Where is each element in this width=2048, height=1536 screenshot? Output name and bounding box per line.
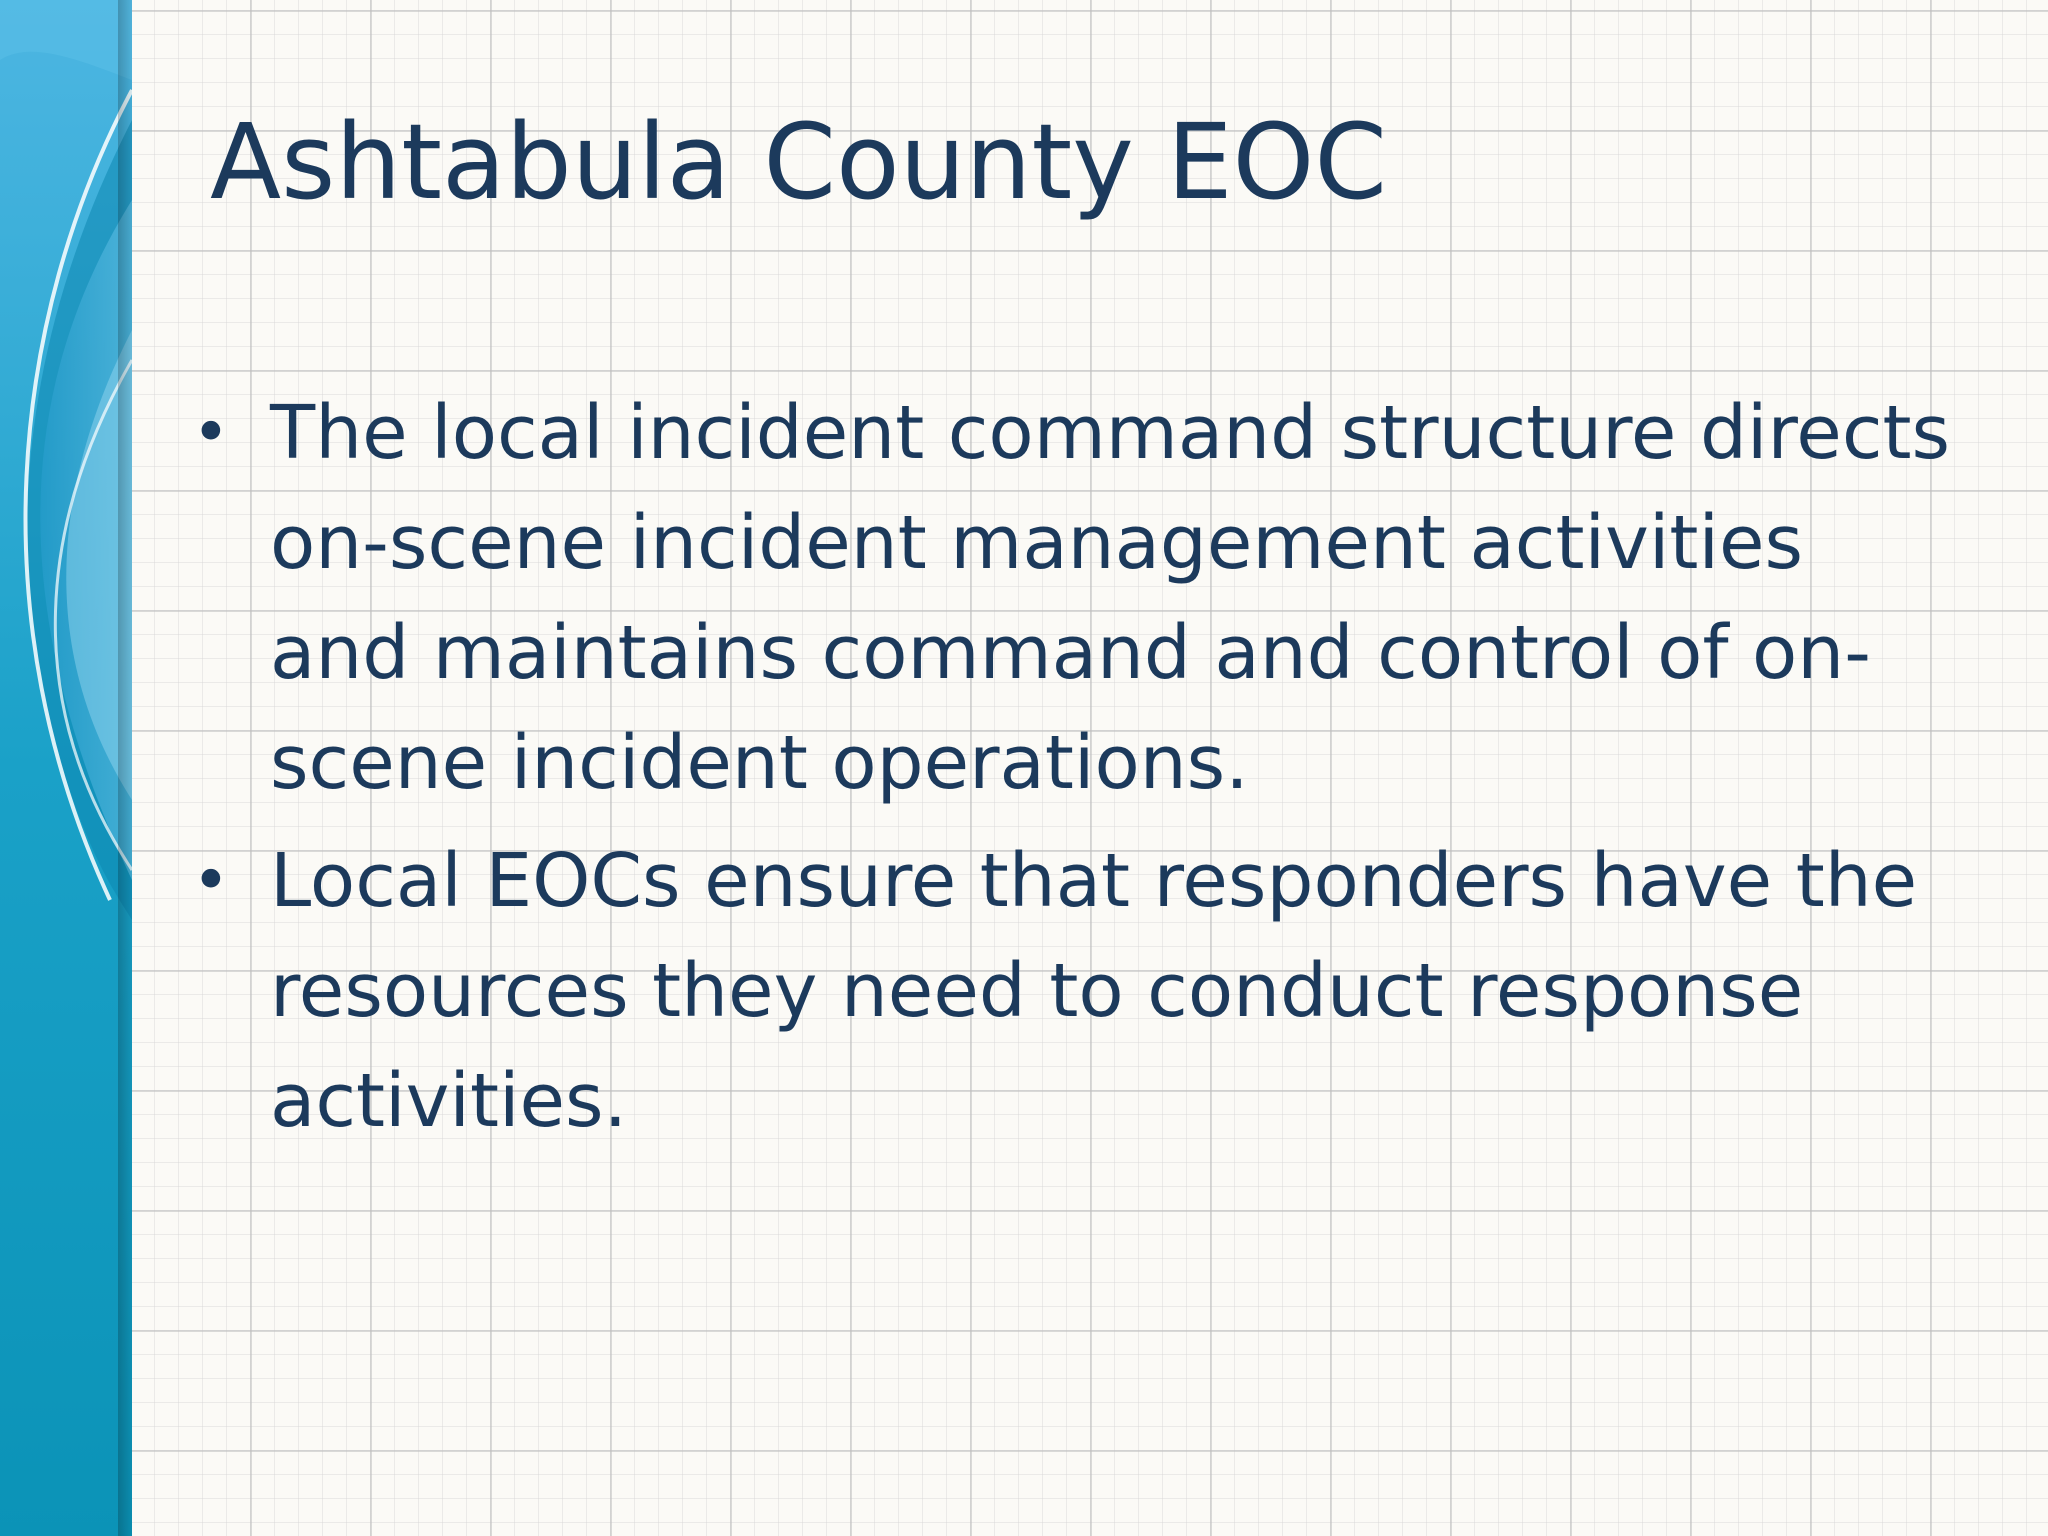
wave-decoration-icon — [0, 0, 132, 1536]
decorative-side-band — [0, 0, 132, 1536]
bullet-list — [192, 378, 1952, 1164]
bullet-item — [192, 826, 1952, 1156]
bullet-text: The local incident command structure directs on-scene incident management activities and maintains command and control of on-scene incident operations. — [270, 390, 1951, 806]
bullet-icon: • — [192, 844, 230, 918]
bullet-icon: • — [192, 396, 230, 470]
slide-title: Ashtabula County EOC — [210, 101, 1388, 223]
bullet-item — [192, 378, 1952, 818]
band-shadow — [118, 0, 132, 1536]
bullet-text: Local EOCs ensure that responders have the resources they need to conduct response activities. — [270, 838, 1918, 1144]
